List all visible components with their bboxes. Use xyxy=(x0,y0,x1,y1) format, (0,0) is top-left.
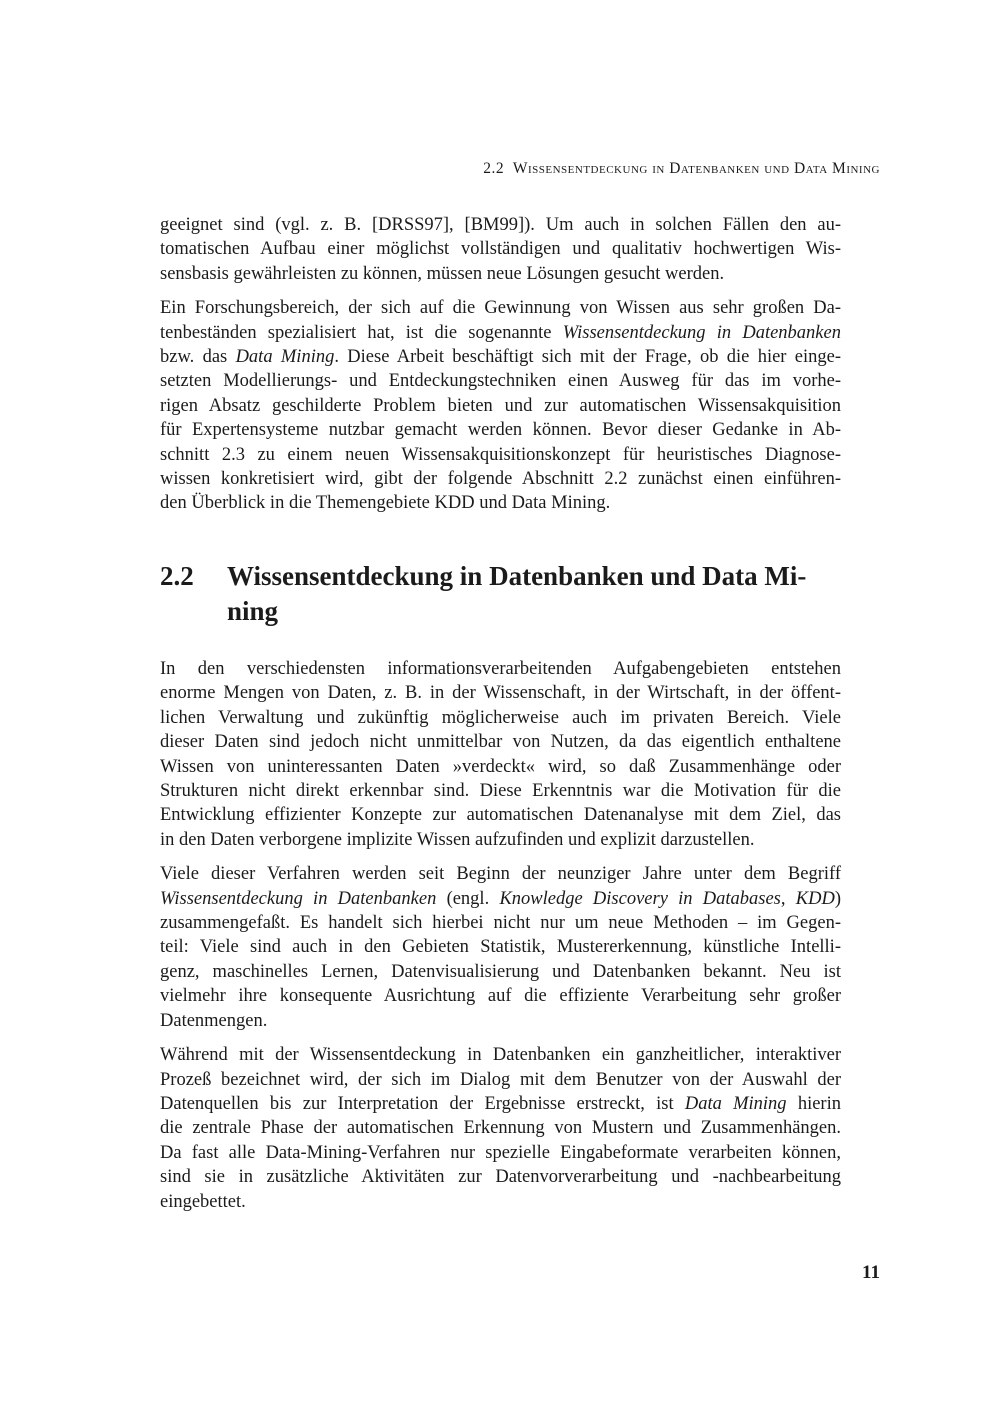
text-run: Datenmengen. xyxy=(160,1010,268,1031)
paragraph-line xyxy=(160,418,841,442)
text-run: sensbasis gewährleisten zu können, müssen neue Lösungen gesucht werden. xyxy=(160,263,725,284)
emphasis-text: Knowledge Discovery in Databases xyxy=(499,888,781,909)
paragraph-line xyxy=(160,213,841,237)
paragraph-line xyxy=(160,394,841,418)
text-run: vielmehr ihre konsequente Ausrichtung auf die effiziente Verarbeitung sehr großer xyxy=(160,986,841,1007)
page-number: 11 xyxy=(862,1262,880,1283)
running-head xyxy=(360,160,880,178)
running-head-title-part: D xyxy=(669,160,681,177)
text-run: Während mit der Wissensentdeckung in Datenbanken ein ganzheitlicher, interaktiver xyxy=(160,1045,841,1066)
paragraph-line xyxy=(160,828,841,852)
paragraph-line xyxy=(160,935,841,959)
running-head-title-part: W xyxy=(512,160,528,177)
text-run: genz, maschinelles Lernen, Datenvisualisierung und Datenbanken bekannt. Neu ist xyxy=(160,961,841,982)
running-head-title-part: atenbanken und xyxy=(680,160,794,177)
running-head-title xyxy=(513,160,880,177)
emphasis-text: Data Mining xyxy=(684,1093,787,1114)
text-run: für Expertensysteme nutzbar gemacht werden können. Bevor dieser Gedanke in Ab- xyxy=(160,420,841,441)
paragraph-line xyxy=(160,369,841,393)
text-run: Entwicklung effizienter Konzepte zur automatischen Datenanalyse mit dem Ziel, das xyxy=(160,805,841,826)
paragraph-line xyxy=(160,803,841,827)
text-run: Viele dieser Verfahren werden seit Beginn der neunziger Jahre unter dem Begriff xyxy=(160,864,841,885)
text-run: Strukturen nicht direkt erkennbar sind. Diese Erkenntnis war die Motivation für die xyxy=(160,781,841,802)
text-run: tomatischen Aufbau einer möglichst vollständigen und qualitativ hochwertigen Wis- xyxy=(160,239,841,260)
emphasis-text: Wissensentdeckung in Datenbanken xyxy=(562,322,841,343)
text-run: dieser Daten sind jedoch nicht unmittelbar von Nutzen, da das eigentlich enthaltene xyxy=(160,732,841,753)
running-head-title-part: D xyxy=(793,160,806,177)
paragraph-line xyxy=(160,345,841,369)
text-run: in den Daten verborgene implizite Wissen aufzufinden und explizit darzustellen. xyxy=(160,829,755,850)
text-run: hierin xyxy=(786,1093,841,1114)
paragraph-line xyxy=(160,1009,841,1033)
emphasis-text: KDD xyxy=(795,888,835,909)
text-run: geeignet sind (vgl. z. B. [DRSS97], [BM99]). Um auch in solchen Fällen den au- xyxy=(160,215,841,235)
running-head-title-part: issensentdeckung in xyxy=(528,160,670,177)
text-run: Da fast alle Data-Mining-Verfahren nur spezielle Eingabeformate verarbeiten können, xyxy=(160,1142,841,1163)
paragraph-line xyxy=(160,1092,841,1116)
running-head-title-part: ata xyxy=(805,160,833,177)
paragraph-line xyxy=(160,467,841,491)
section-number: 2.2 xyxy=(160,561,194,591)
paragraph-line xyxy=(160,1165,841,1189)
text-run: In den verschiedensten informationsverarbeitenden Aufgabengebieten entstehen xyxy=(160,659,841,679)
paragraph-line xyxy=(160,960,841,984)
running-head-number: 2.2 xyxy=(483,160,505,177)
paragraph-line xyxy=(160,321,841,345)
paragraph-line xyxy=(160,237,841,261)
emphasis-text: Data Mining xyxy=(235,347,335,368)
paragraph-line xyxy=(160,681,841,705)
text-run: setzten Modellierungs- und Entdeckungstechniken einen Ausweg für das im vorhe- xyxy=(160,371,841,392)
text-run: (engl. xyxy=(436,888,500,909)
paragraph-line xyxy=(160,730,841,754)
text-run: enorme Mengen von Daten, z. B. in der Wissenschaft, in der Wirtschaft, in der öffent- xyxy=(160,683,841,704)
text-run: tenbeständen spezialisiert hat, ist die sogenannte xyxy=(160,322,563,343)
text-run: lichen Verwaltung und zukünftig möglicherweise auch im privaten Bereich. Viele xyxy=(160,707,841,728)
text-run: sind sie in zusätzliche Aktivitäten zur Datenvorverarbeitung und -nachbearbeitung xyxy=(160,1167,841,1188)
text-run: rigen Absatz geschilderte Problem bieten und zur automatischen Wissensakquisition xyxy=(160,395,841,416)
paragraph-line xyxy=(160,862,841,886)
paragraph-line xyxy=(160,657,841,681)
text-block-before xyxy=(160,213,841,516)
paragraph xyxy=(160,296,841,516)
paragraph xyxy=(160,862,841,1033)
text-run: zusammengefaßt. Es handelt sich hierbei nicht nur um neue Methoden – im Gegen- xyxy=(160,913,841,934)
text-run: Wissen von uninteressanten Daten »verdeckt« wird, so daß Zusammenhänge oder xyxy=(160,756,841,777)
section-title-line-2: ning xyxy=(227,596,279,626)
text-run: Prozeß bezeichnet wird, der sich im Dialog mit dem Benutzer von der Auswahl der xyxy=(160,1069,841,1090)
paragraph xyxy=(160,1043,841,1214)
emphasis-text: Wissensentdeckung in Datenbanken xyxy=(160,888,437,909)
paragraph-line xyxy=(160,296,841,320)
text-run: die zentrale Phase der automatischen Erkennung von Mustern und Zusammenhängen. xyxy=(160,1118,841,1139)
paragraph-line xyxy=(160,984,841,1008)
paragraph-line xyxy=(160,706,841,730)
paragraph-line xyxy=(160,755,841,779)
paragraph-line xyxy=(160,911,841,935)
text-block-after xyxy=(160,657,841,1214)
paragraph-line xyxy=(160,1141,841,1165)
section-title-line-1: Wissensentdeckung in Datenbanken und Data Mi- xyxy=(227,561,807,591)
text-run: eingebettet. xyxy=(160,1191,246,1212)
running-head-title-part: M xyxy=(832,160,847,177)
text-run: teil: Viele sind auch in den Gebieten Statistik, Mustererkennung, künstliche Intelli- xyxy=(160,937,841,958)
paragraph xyxy=(160,213,841,286)
paragraph xyxy=(160,657,841,852)
paragraph-line xyxy=(160,1116,841,1140)
text-run: Datenquellen bis zur Interpretation der Ergebnisse erstreckt, ist xyxy=(160,1093,685,1114)
paragraph-line xyxy=(160,887,841,911)
text-run: den Überblick in die Themengebiete KDD und Data Mining. xyxy=(160,493,611,514)
paragraph-line xyxy=(160,262,841,286)
paragraph-line xyxy=(160,1068,841,1092)
text-run: bzw. das xyxy=(160,347,236,368)
paragraph-line xyxy=(160,443,841,467)
paragraph-line xyxy=(160,491,841,515)
text-run: wissen konkretisiert wird, gibt der folgende Abschnitt 2.2 zunächst einen einführen- xyxy=(160,469,841,490)
text-run: schnitt 2.3 zu einem neuen Wissensakquisitionskonzept für heuristisches Diagnose- xyxy=(160,444,841,465)
text-run: Ein Forschungsbereich, der sich auf die Gewinnung von Wissen aus sehr großen Da- xyxy=(160,298,841,319)
running-head-title-part: ining xyxy=(846,160,880,177)
text-run: . Diese Arbeit beschäftigt sich mit der Frage, ob die hier einge- xyxy=(334,347,842,368)
paragraph-line xyxy=(160,1043,841,1067)
paragraph-line xyxy=(160,1190,841,1214)
text-run: ) xyxy=(834,888,841,909)
text-run: , xyxy=(780,888,796,909)
paragraph-line xyxy=(160,779,841,803)
